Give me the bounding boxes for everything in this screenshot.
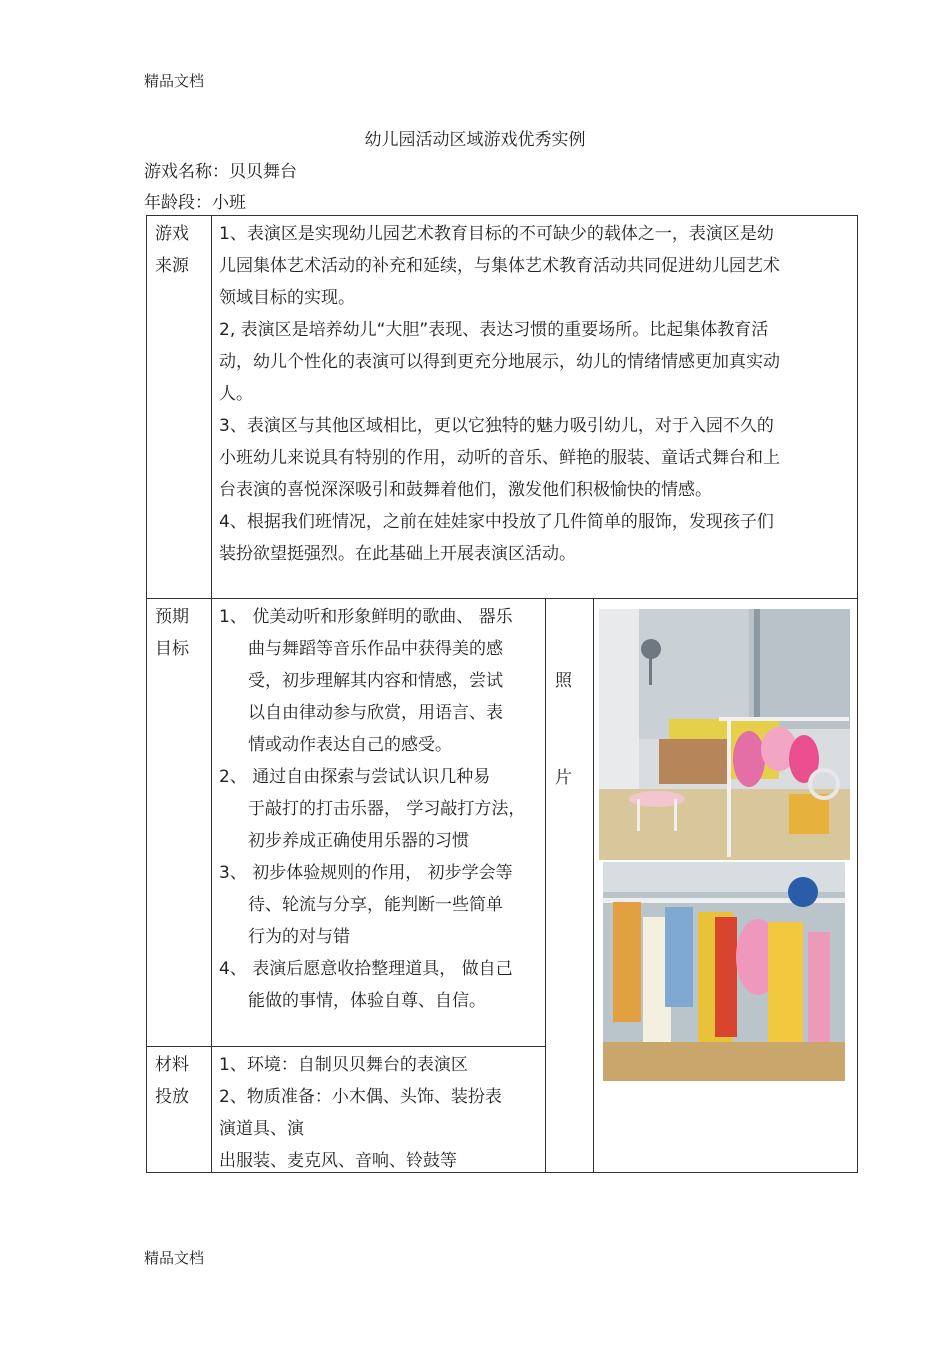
origin-line: 小班幼儿来说具有特别的作用，动听的音乐、鲜艳的服装、童话式舞台和上 bbox=[219, 448, 780, 468]
goals-line: 以自由律动参与欣赏，用语言、表 bbox=[248, 703, 503, 723]
stage-area-photo-drawing bbox=[599, 609, 850, 860]
origin-label-line: 来源 bbox=[155, 256, 189, 276]
table-border-right bbox=[857, 215, 858, 1173]
row-divider bbox=[146, 1046, 546, 1047]
goals-line: 能做的事情，体验自尊、自信。 bbox=[248, 991, 486, 1011]
materials-label-line: 材料 bbox=[155, 1055, 189, 1075]
goals-line: 待、轮流与分享，能判断一些简单 bbox=[248, 895, 503, 915]
origin-line: 儿园集体艺术活动的补充和延续，与集体艺术教育活动共同促进幼儿园艺术 bbox=[219, 256, 780, 276]
goals-line: 曲与舞蹈等音乐作品中获得美的感 bbox=[248, 639, 503, 659]
goals-line: 初步养成正确使用乐器的习惯 bbox=[248, 831, 469, 851]
origin-label-line: 游戏 bbox=[155, 224, 189, 244]
stage-area-photo bbox=[599, 609, 850, 860]
goals-line: 3、 初步体验规则的作用， 初步学会等 bbox=[219, 863, 513, 883]
column-divider bbox=[545, 598, 546, 1173]
costume-rack-photo-drawing bbox=[603, 862, 845, 1081]
origin-line: 2, 表演区是培养幼儿“大胆”表现、表达习惯的重要场所。比起集体教育活 bbox=[219, 320, 769, 340]
goals-label-line: 目标 bbox=[155, 639, 189, 659]
goals-line: 2、 通过自由探索与尝试认识几种易 bbox=[219, 767, 491, 787]
page-header: 精品文档 bbox=[144, 72, 205, 90]
origin-line: 台表演的喜悦深深吸引和鼓舞着他们，激发他们积极愉快的情感。 bbox=[219, 480, 712, 500]
origin-line: 3、表演区与其他区域相比，更以它独特的魅力吸引幼儿，对于入园不久的 bbox=[219, 416, 774, 436]
costume-rack-photo bbox=[603, 862, 845, 1081]
origin-text bbox=[219, 218, 849, 570]
origin-line: 1、表演区是实现幼儿园艺术教育目标的不可缺少的载体之一，表演区是幼 bbox=[219, 224, 774, 244]
page-footer: 精品文档 bbox=[144, 1249, 205, 1267]
goals-label bbox=[155, 601, 189, 665]
materials-label bbox=[155, 1049, 189, 1113]
photo-label-top: 照 bbox=[555, 671, 572, 691]
row-divider bbox=[146, 598, 858, 599]
goals-line: 1、 优美动听和形象鲜明的歌曲、 器乐 bbox=[219, 607, 513, 627]
materials-text bbox=[219, 1049, 541, 1177]
origin-line: 动，幼儿个性化的表演可以得到更充分地展示，幼儿的情绪情感更加真实动 bbox=[219, 352, 780, 372]
materials-label-line: 投放 bbox=[155, 1087, 189, 1107]
materials-line: 演道具、演 bbox=[219, 1119, 304, 1139]
document-title: 幼儿园活动区域游戏优秀实例 bbox=[364, 130, 586, 150]
goals-label-line: 预期 bbox=[155, 607, 189, 627]
game-name: 游戏名称：贝贝舞台 bbox=[144, 162, 297, 182]
goals-line: 于敲打的打击乐器， 学习敲打方法， bbox=[248, 799, 526, 819]
origin-label bbox=[155, 218, 189, 282]
origin-line: 4、根据我们班情况，之前在娃娃家中投放了几件简单的服饰，发现孩子们 bbox=[219, 512, 774, 532]
goals-line: 行为的对与错 bbox=[248, 927, 350, 947]
goals-line: 受，初步理解其内容和情感，尝试 bbox=[248, 671, 503, 691]
column-divider bbox=[211, 215, 212, 1173]
origin-line: 人。 bbox=[219, 384, 253, 404]
origin-line: 装扮欲望挺强烈。在此基础上开展表演区活动。 bbox=[219, 544, 576, 564]
table-border-left bbox=[146, 215, 147, 1173]
goals-text bbox=[219, 601, 541, 1017]
origin-line: 领域目标的实现。 bbox=[219, 288, 355, 308]
goals-line: 情或动作表达自己的感受。 bbox=[248, 735, 452, 755]
materials-line: 出服装、麦克风、音响、铃鼓等 bbox=[219, 1151, 457, 1171]
table-border-top bbox=[146, 215, 858, 216]
materials-line: 2、物质准备：小木偶、头饰、装扮表 bbox=[219, 1087, 502, 1107]
age-group: 年龄段：小班 bbox=[144, 193, 246, 213]
materials-line: 1、环境：自制贝贝舞台的表演区 bbox=[219, 1055, 468, 1075]
photo-label-bottom: 片 bbox=[555, 768, 572, 788]
column-divider bbox=[593, 598, 594, 1173]
goals-line: 4、 表演后愿意收拾整理道具， 做自己 bbox=[219, 959, 513, 979]
